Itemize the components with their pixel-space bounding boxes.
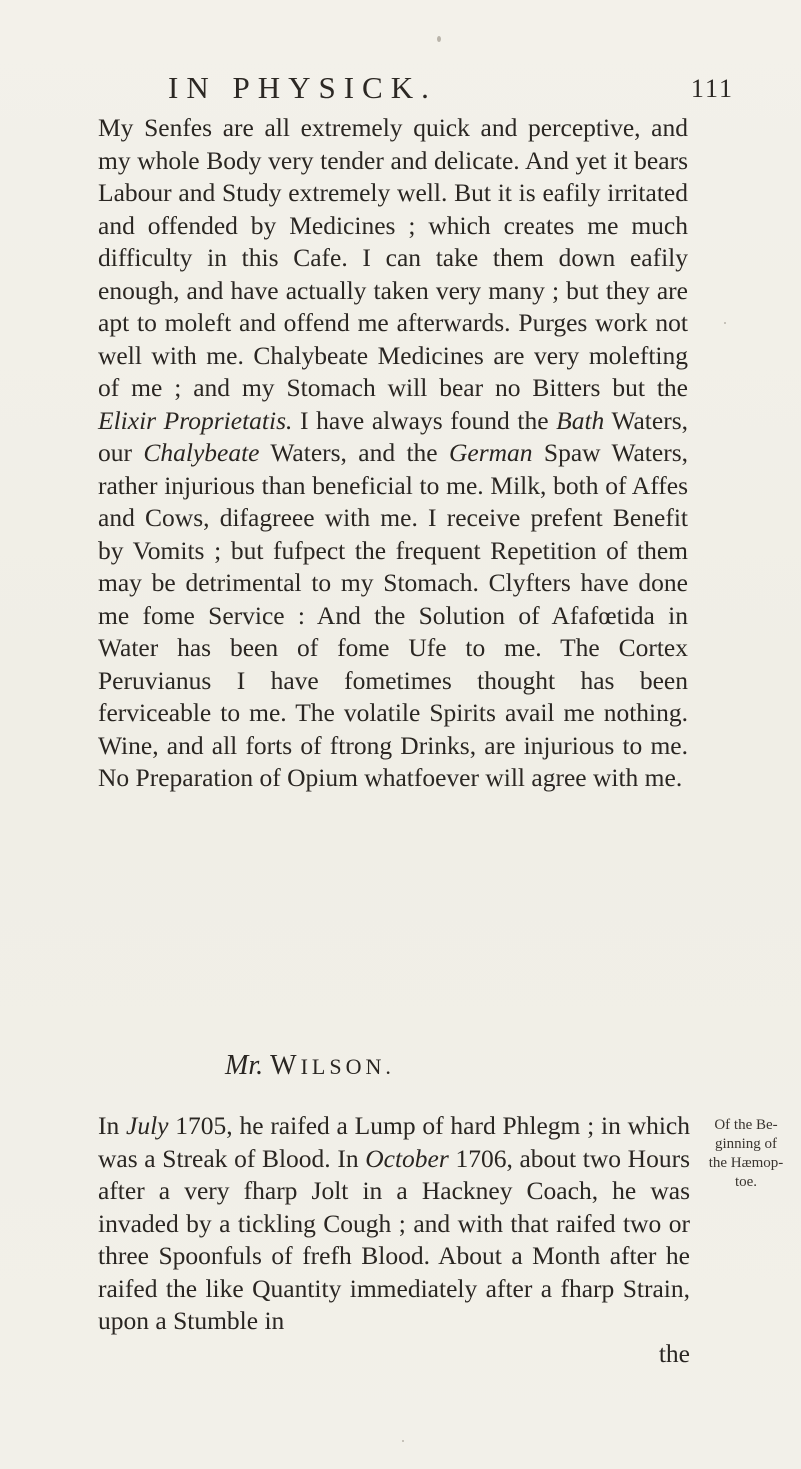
text-span: In — [98, 1111, 127, 1140]
text-span: I have always found the — [292, 405, 557, 435]
running-head: IN PHYSICK. — [168, 70, 437, 105]
case-heading-name — [270, 1050, 395, 1081]
text-span: Waters, our — [98, 405, 689, 467]
page-number: 111 — [690, 74, 734, 103]
margin-note-line: Of the Be- — [714, 1117, 778, 1133]
page-header — [168, 70, 734, 110]
text-span: 1706, about two Hours after a very fharp Jolt in a Hackney Coach, he was invaded by a tickling Cough ; and with that raifed two or three Spoonfuls of frefh Blood. About a Month after he raifed the like Quantity immediately after a fharp Strain, upon a Stumble in — [98, 1143, 691, 1335]
name-initial: W — [270, 1050, 301, 1081]
paper-speck — [402, 1440, 404, 1442]
name-small-caps: ILSON. — [300, 1054, 395, 1079]
italic-term: Elixir Proprietatis. — [98, 405, 293, 435]
case-heading-title: Mr. — [225, 1050, 264, 1081]
text-span: Spaw Waters, rather injurious than beneficial to me. Milk, both of Affes and Cows, difagreee with me. I receive prefent Benefit by Vomits ; but fufpect the frequent Repetition of them may be detrimental to my Stomach. Clyfters have done me fome Service : And the Solution of Afafœtida in Water has been of fome Ufe to me. The Cortex Peruvianus I have fometimes thought has been ferviceable to me. The volatile Spirits avail me nothing. Wine, and all forts of ftrong Drinks, are injurious to me. No Preparation of Opium whatfoever will agree with me. — [98, 438, 688, 792]
italic-term: Bath — [556, 405, 605, 435]
paper-speck — [437, 36, 441, 42]
text-span: My Senfes are all extremely quick and perceptive, and my whole Body very tender and delicate. And yet it bears Labour and Study extremely well. But it is eafily irritated and offended by Medicines ; which creates me much difficulty in this Cafe. I can take them down eafily enough, and have actually taken very many ; but they are apt to moleft and offend me afterwards. Purges work not well with me. Chalybeate Medicines are very molefting of me ; and my Stomach will bear no Bitters but the — [98, 113, 688, 402]
margin-note-line: toe. — [734, 1174, 758, 1190]
catchword: the — [658, 1338, 690, 1368]
case-heading — [225, 1050, 625, 1082]
margin-note — [692, 1116, 800, 1192]
paragraph-patient-account — [98, 112, 688, 795]
italic-term: Chalybeate — [143, 438, 260, 467]
margin-note-line: the Hæmop- — [708, 1155, 784, 1171]
italic-date: October — [365, 1143, 449, 1173]
italic-date: July — [126, 1111, 169, 1140]
margin-note-line: ginning of — [714, 1136, 778, 1152]
italic-term: German — [448, 438, 533, 467]
text-span: 1705, he raifed a Lump of hard Phlegm ; in which was a Streak of Blood. In — [98, 1111, 690, 1173]
text-span: Waters, and the — [259, 438, 449, 467]
paragraph-case-wilson — [98, 1110, 690, 1370]
paper-speck — [724, 322, 726, 324]
